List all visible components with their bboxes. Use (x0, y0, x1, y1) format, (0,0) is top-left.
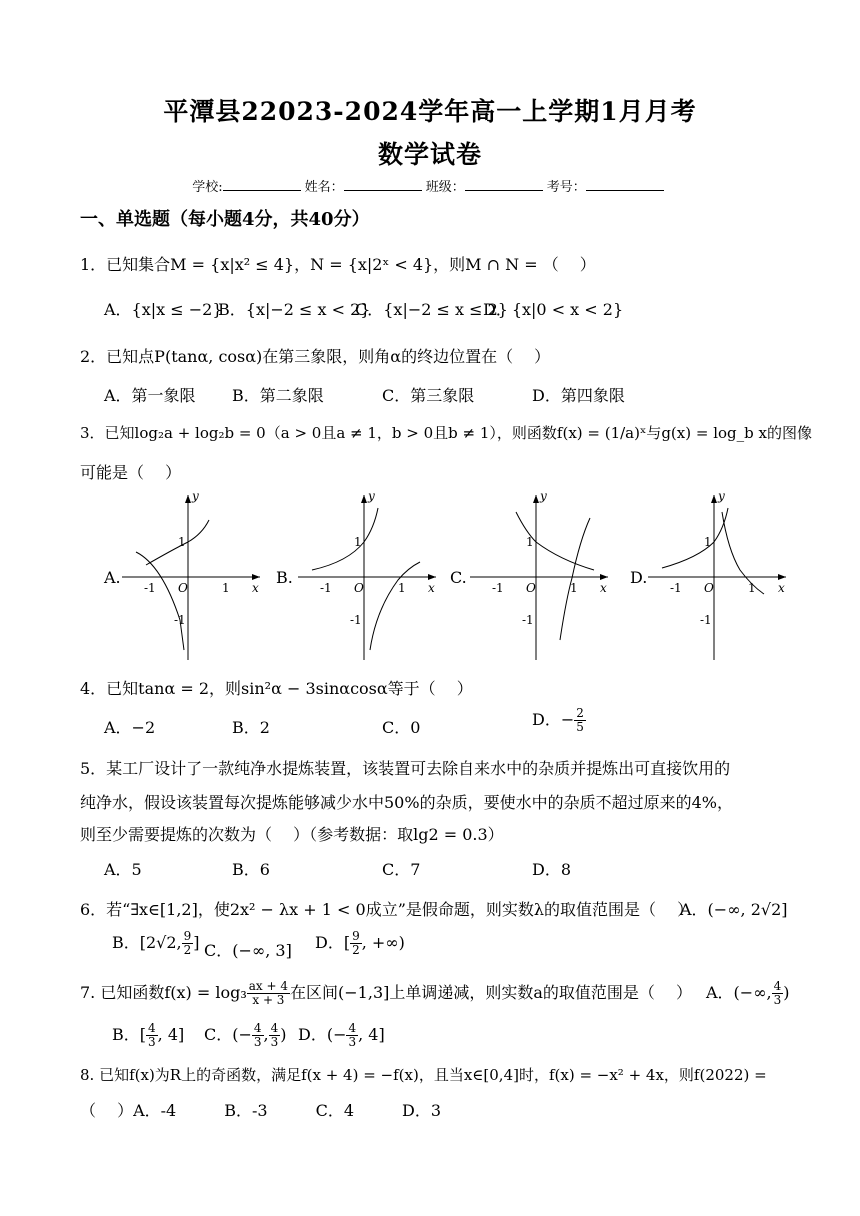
graph-c-svg (470, 490, 610, 660)
q1-option-c[interactable]: C．{x|−2 ≤ x ≤ 2} (355, 300, 508, 319)
graph-c-x-label: x (600, 581, 607, 595)
graph-b-origin: O (354, 581, 364, 595)
q3-stem-line1: 3．已知log₂a + log₂b = 0（a > 0且a ≠ 1，b > 0且b ≠ 1），则函数f(x) = (1/a)ˣ与g(x) = log_b x的图像 (80, 424, 812, 442)
q3-graph-a (122, 490, 262, 664)
q7-c-suffix: ) (280, 1025, 287, 1044)
q7-d-suffix: , 4] (358, 1025, 385, 1044)
graph-b-tick-neg1: -1 (320, 581, 332, 595)
graph-a-tick-ny1: -1 (174, 613, 186, 627)
graph-b-tick-y1: 1 (354, 535, 362, 549)
q6-d-num: 9 (352, 929, 360, 944)
q4-d-prefix: D．− (532, 710, 575, 729)
q7-c-den1: 3 (253, 1035, 262, 1049)
q7-stem (80, 980, 692, 1007)
q7-c-fraction2 (269, 1022, 281, 1048)
q1-option-d[interactable]: D．{x|0 < x < 2} (483, 300, 624, 319)
number-field[interactable] (586, 178, 664, 191)
q3-option-a[interactable]: A. (104, 568, 121, 587)
q4-option-c[interactable]: C．0 (382, 718, 421, 737)
q7-c-mid: , (263, 1025, 269, 1044)
q7-a-num: 4 (773, 979, 782, 994)
graph-d-tick-y1: 1 (704, 535, 712, 549)
q5-stem-line2: 纯净水，假设该装置每次提炼能够减少水中50%的杂质，要使水中的杂质不超过原来的4%， (80, 793, 733, 812)
q6-b-fraction (182, 930, 194, 956)
q7-option-a[interactable] (706, 980, 790, 1007)
q7-option-c[interactable] (204, 1022, 287, 1049)
q7-d-fraction (346, 1022, 358, 1048)
page-title: 平潭县22023-2024学年高一上学期1月月考 (163, 97, 697, 126)
q2-option-d[interactable]: D．第四象限 (532, 386, 625, 405)
graph-d-tick-ny1: -1 (700, 613, 712, 627)
q1-option-b[interactable]: B．{x|−2 ≤ x < 2} (218, 300, 371, 319)
q6-b-den: 2 (183, 943, 192, 957)
q8-stem-line1: 8. 已知f(x)为R上的奇函数，满足f(x + 4) = −f(x)，且当x∈[0,4]时，f(x) = −x² + 4x，则f(2022) = (80, 1066, 767, 1084)
graph-d-y-label: y (718, 489, 725, 503)
q7-c-num1: 4 (253, 1021, 262, 1036)
q3-stem-line2: 可能是（ ） (80, 463, 182, 482)
q4-option-d[interactable] (532, 707, 586, 734)
graph-b-y-label: y (368, 489, 375, 503)
name-label: 姓名： (304, 180, 344, 195)
q3-graph-d (648, 490, 788, 664)
q6-b-prefix: B．[2√2, (112, 933, 182, 952)
q1-option-a[interactable]: A．{x|x ≤ −2} (104, 300, 223, 319)
graph-b-svg (298, 490, 438, 660)
q6-b-suffix: ] (193, 933, 200, 952)
graph-b-tick-1: 1 (398, 581, 406, 595)
q6-option-a[interactable]: A．(−∞, 2√2] (680, 900, 788, 919)
school-field[interactable] (223, 178, 301, 191)
q4-d-num: 2 (576, 706, 584, 721)
graph-d-svg (648, 490, 788, 660)
q3-option-c[interactable]: C. (450, 568, 467, 587)
q7-stem-post: 在区间(−1,3]上单调递减，则实数a的取值范围是（ ） (290, 983, 692, 1002)
class-label: 班级： (425, 180, 465, 195)
name-field[interactable] (344, 178, 422, 191)
q6-d-prefix: D．[ (315, 933, 351, 952)
section-title: 一、单选题（每小题4分，共40分） (80, 209, 370, 230)
q7-b-fraction (146, 1022, 158, 1048)
q5-stem-line1: 5．某工厂设计了一款纯净水提炼装置，该装置可去除自来水中的杂质并提炼出可直接饮用的 (80, 759, 731, 778)
graph-c-y-label: y (540, 489, 547, 503)
q7-d-prefix: D．(− (298, 1025, 347, 1044)
q6-stem: 6．若“∃x∈[1,2]，使2x² − λx + 1 < 0成立”是假命题，则实数λ的取值范围是（ ） (80, 900, 694, 919)
q7-a-fraction (772, 980, 784, 1006)
school-label: 学校: (192, 180, 223, 195)
graph-d-tick-1: 1 (748, 581, 756, 595)
q8-stem-line2: （ ）A．-4 B．-3 C．4 D．3 (80, 1101, 442, 1120)
graph-a-y-label: y (192, 489, 199, 503)
q7-b-prefix: B．[ (112, 1025, 147, 1044)
q6-b-num: 9 (183, 929, 192, 944)
q4-option-b[interactable]: B．2 (232, 718, 270, 737)
q7-b-den: 3 (148, 1035, 156, 1049)
q7-c-prefix: C．(− (204, 1025, 252, 1044)
graph-b-tick-ny1: -1 (350, 613, 362, 627)
graph-a-tick-1: 1 (222, 581, 230, 595)
q7-b-suffix: , 4] (157, 1025, 185, 1044)
q7-option-b[interactable] (112, 1022, 184, 1049)
q3-option-d[interactable]: D. (630, 568, 648, 587)
graph-d-x-label: x (778, 581, 785, 595)
q2-stem: 2．已知点P(tanα, cosα)在第三象限，则角α的终边位置在（ ） (80, 347, 551, 366)
q3-graph-c (470, 490, 610, 664)
q6-d-den: 2 (352, 943, 360, 957)
q5-option-b[interactable]: B．6 (232, 860, 270, 879)
graph-c-origin: O (526, 581, 536, 595)
q3-graph-b (298, 490, 438, 664)
q7-c-fraction1 (252, 1022, 264, 1048)
q7-stem-den: x + 3 (252, 993, 285, 1007)
graph-a-tick-y1: 1 (178, 535, 186, 549)
q4-option-a[interactable]: A．−2 (104, 718, 156, 737)
number-label: 考号： (546, 180, 586, 195)
q4-d-fraction (574, 707, 586, 733)
student-info-line (0, 176, 860, 195)
q7-a-suffix: ) (783, 983, 790, 1002)
graph-d-tick-neg1: -1 (670, 581, 682, 595)
q6-option-d[interactable] (315, 930, 405, 957)
q7-stem-pre: 7. 已知函数f(x) = log₃ (80, 983, 247, 1002)
graph-c-tick-neg1: -1 (492, 581, 504, 595)
q6-option-b[interactable] (112, 930, 200, 957)
q7-a-prefix: A．(−∞, (706, 983, 772, 1002)
q7-b-num: 4 (148, 1021, 156, 1036)
q6-d-suffix: , +∞) (361, 933, 405, 952)
q4-stem: 4．已知tanα = 2，则sin²α − 3sinαcosα等于（ ） (80, 679, 473, 698)
q2-option-c[interactable]: C．第三象限 (382, 386, 475, 405)
graph-a-x-label: x (252, 581, 259, 595)
q3-option-b[interactable]: B. (276, 568, 293, 587)
q7-d-num: 4 (348, 1021, 357, 1036)
q5-option-c[interactable]: C．7 (382, 860, 421, 879)
graph-d-origin: O (704, 581, 714, 595)
q7-stem-num: ax + 4 (248, 979, 289, 994)
graph-c-tick-1: 1 (570, 581, 578, 595)
q2-option-b[interactable]: B．第二象限 (232, 386, 324, 405)
q7-d-den: 3 (348, 1035, 357, 1049)
q6-option-c[interactable]: C．(−∞, 3] (204, 941, 292, 960)
page-subtitle: 数学试卷 (377, 140, 482, 169)
q2-option-a[interactable]: A．第一象限 (104, 386, 196, 405)
q5-option-a[interactable]: A．5 (104, 860, 142, 879)
q7-c-num2: 4 (270, 1021, 279, 1036)
q7-stem-fraction (247, 980, 290, 1006)
graph-b-x-label: x (428, 581, 435, 595)
graph-a-tick-neg1: -1 (144, 581, 156, 595)
graph-a-svg (122, 490, 262, 660)
q7-c-den2: 3 (270, 1035, 279, 1049)
graph-a-origin: O (178, 581, 188, 595)
q5-option-d[interactable]: D．8 (532, 860, 572, 879)
q5-stem-line3: 则至少需要提炼的次数为（ ）（参考数据：取lg2 = 0.3） (80, 825, 504, 844)
q7-a-den: 3 (773, 993, 782, 1007)
graph-c-tick-ny1: -1 (522, 613, 534, 627)
q1-stem: 1．已知集合M = {x|x² ≤ 4}，N = {x|2ˣ < 4}，则M ∩ N = （ ） (80, 255, 596, 274)
class-field[interactable] (465, 178, 543, 191)
q7-option-d[interactable] (298, 1022, 385, 1049)
q4-d-den: 5 (576, 720, 584, 734)
q6-d-fraction (350, 930, 362, 956)
graph-c-tick-y1: 1 (526, 535, 534, 549)
